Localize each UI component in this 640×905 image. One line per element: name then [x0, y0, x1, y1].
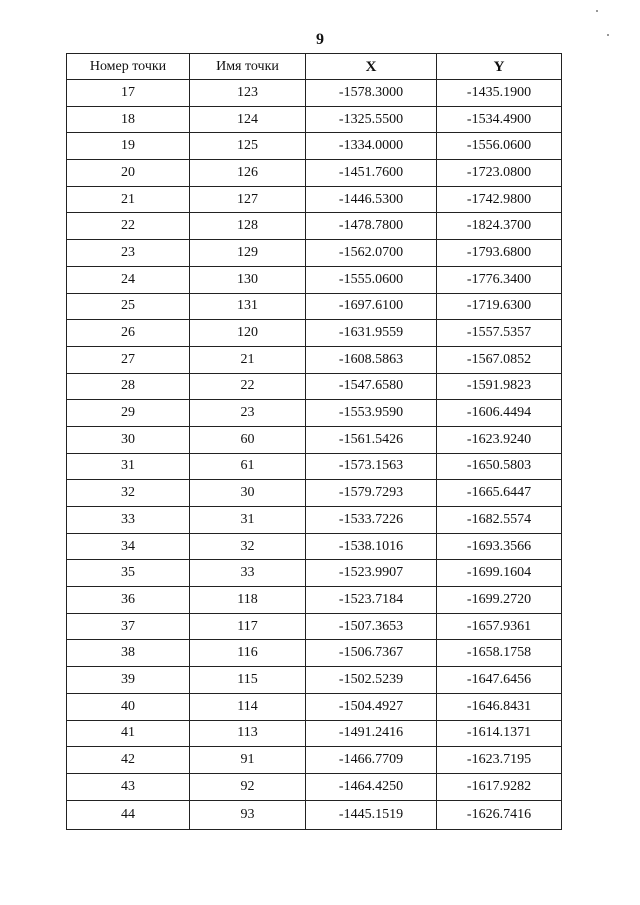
cell-point-number: 27: [67, 346, 190, 373]
table-header-row: [67, 54, 562, 80]
cell-x: -1451.7600: [306, 160, 437, 187]
cell-x: -1555.0600: [306, 266, 437, 293]
cell-x: -1608.5863: [306, 346, 437, 373]
cell-point-number: 29: [67, 400, 190, 427]
cell-y: -1682.5574: [437, 507, 562, 534]
cell-point-number: 19: [67, 133, 190, 160]
cell-point-number: 44: [67, 800, 190, 829]
cell-y: -1623.9240: [437, 426, 562, 453]
cell-point-number: 26: [67, 320, 190, 347]
cell-point-name: 93: [190, 800, 306, 829]
cell-point-name: 126: [190, 160, 306, 187]
cell-y: -1776.3400: [437, 266, 562, 293]
cell-point-name: 92: [190, 773, 306, 800]
cell-point-number: 39: [67, 667, 190, 694]
scan-speck-mark: [607, 34, 609, 36]
cell-y: -1626.7416: [437, 800, 562, 829]
table-row: [67, 373, 562, 400]
cell-x: -1507.3653: [306, 613, 437, 640]
table-row: [67, 213, 562, 240]
cell-point-number: 17: [67, 80, 190, 107]
cell-x: -1446.5300: [306, 186, 437, 213]
cell-x: -1502.5239: [306, 667, 437, 694]
cell-y: -1699.2720: [437, 587, 562, 614]
cell-point-number: 23: [67, 240, 190, 267]
cell-point-name: 124: [190, 106, 306, 133]
cell-point-name: 125: [190, 133, 306, 160]
table-row: [67, 693, 562, 720]
cell-point-name: 115: [190, 667, 306, 694]
cell-point-name: 130: [190, 266, 306, 293]
table-body: [67, 80, 562, 830]
cell-y: -1793.6800: [437, 240, 562, 267]
table-row: [67, 800, 562, 829]
cell-y: -1723.0800: [437, 160, 562, 187]
cell-point-number: 35: [67, 560, 190, 587]
cell-point-number: 25: [67, 293, 190, 320]
scan-speck-mark: [596, 10, 598, 12]
cell-point-name: 127: [190, 186, 306, 213]
cell-y: -1657.9361: [437, 613, 562, 640]
cell-x: -1573.1563: [306, 453, 437, 480]
cell-y: -1623.7195: [437, 747, 562, 774]
table-row: [67, 560, 562, 587]
cell-y: -1658.1758: [437, 640, 562, 667]
cell-point-number: 18: [67, 106, 190, 133]
table-row: [67, 747, 562, 774]
cell-x: -1579.7293: [306, 480, 437, 507]
cell-point-name: 131: [190, 293, 306, 320]
table-row: [67, 320, 562, 347]
cell-point-number: 24: [67, 266, 190, 293]
cell-point-name: 116: [190, 640, 306, 667]
cell-point-name: 61: [190, 453, 306, 480]
table-row: [67, 587, 562, 614]
cell-x: -1478.7800: [306, 213, 437, 240]
cell-y: -1719.6300: [437, 293, 562, 320]
cell-y: -1606.4494: [437, 400, 562, 427]
cell-y: -1534.4900: [437, 106, 562, 133]
table-row: [67, 346, 562, 373]
table-row: [67, 613, 562, 640]
table-row: [67, 186, 562, 213]
cell-point-name: 23: [190, 400, 306, 427]
cell-point-number: 28: [67, 373, 190, 400]
coordinates-table: [66, 53, 562, 830]
cell-y: -1646.8431: [437, 693, 562, 720]
cell-point-number: 21: [67, 186, 190, 213]
cell-point-name: 117: [190, 613, 306, 640]
cell-x: -1504.4927: [306, 693, 437, 720]
cell-point-number: 33: [67, 507, 190, 534]
cell-y: -1742.9800: [437, 186, 562, 213]
cell-y: -1650.5803: [437, 453, 562, 480]
cell-point-name: 60: [190, 426, 306, 453]
cell-y: -1435.1900: [437, 80, 562, 107]
cell-point-number: 41: [67, 720, 190, 747]
table-row: [67, 480, 562, 507]
cell-y: -1665.6447: [437, 480, 562, 507]
cell-point-name: 31: [190, 507, 306, 534]
cell-x: -1334.0000: [306, 133, 437, 160]
table-row: [67, 266, 562, 293]
cell-y: -1699.1604: [437, 560, 562, 587]
cell-point-name: 21: [190, 346, 306, 373]
table-row: [67, 240, 562, 267]
cell-y: -1614.1371: [437, 720, 562, 747]
cell-point-number: 30: [67, 426, 190, 453]
cell-point-number: 20: [67, 160, 190, 187]
cell-x: -1561.5426: [306, 426, 437, 453]
table-row: [67, 640, 562, 667]
cell-x: -1466.7709: [306, 747, 437, 774]
cell-y: -1567.0852: [437, 346, 562, 373]
cell-x: -1562.0700: [306, 240, 437, 267]
cell-point-number: 43: [67, 773, 190, 800]
cell-point-name: 32: [190, 533, 306, 560]
cell-y: -1647.6456: [437, 667, 562, 694]
cell-x: -1553.9590: [306, 400, 437, 427]
table-row: [67, 453, 562, 480]
cell-point-name: 114: [190, 693, 306, 720]
table-row: [67, 507, 562, 534]
cell-point-name: 113: [190, 720, 306, 747]
cell-x: -1538.1016: [306, 533, 437, 560]
table-row: [67, 426, 562, 453]
cell-point-name: 123: [190, 80, 306, 107]
cell-point-number: 38: [67, 640, 190, 667]
table-row: [67, 133, 562, 160]
cell-point-number: 36: [67, 587, 190, 614]
header-x: X: [306, 54, 437, 80]
cell-x: -1547.6580: [306, 373, 437, 400]
table-row: [67, 667, 562, 694]
cell-y: -1617.9282: [437, 773, 562, 800]
cell-x: -1523.7184: [306, 587, 437, 614]
cell-y: -1824.3700: [437, 213, 562, 240]
cell-y: -1591.9823: [437, 373, 562, 400]
cell-point-number: 42: [67, 747, 190, 774]
table-row: [67, 80, 562, 107]
table-row: [67, 160, 562, 187]
cell-x: -1631.9559: [306, 320, 437, 347]
cell-point-number: 40: [67, 693, 190, 720]
cell-y: -1556.0600: [437, 133, 562, 160]
cell-y: -1693.3566: [437, 533, 562, 560]
cell-x: -1578.3000: [306, 80, 437, 107]
cell-x: -1491.2416: [306, 720, 437, 747]
cell-x: -1445.1519: [306, 800, 437, 829]
cell-x: -1697.6100: [306, 293, 437, 320]
cell-x: -1533.7226: [306, 507, 437, 534]
cell-point-number: 34: [67, 533, 190, 560]
header-point-number: Номер точки: [67, 54, 190, 80]
cell-point-number: 22: [67, 213, 190, 240]
cell-point-name: 33: [190, 560, 306, 587]
cell-x: -1523.9907: [306, 560, 437, 587]
cell-y: -1557.5357: [437, 320, 562, 347]
cell-point-number: 31: [67, 453, 190, 480]
cell-point-name: 128: [190, 213, 306, 240]
page-number: 9: [316, 31, 324, 48]
cell-point-name: 22: [190, 373, 306, 400]
header-y: Y: [437, 54, 562, 80]
table-row: [67, 400, 562, 427]
table-row: [67, 533, 562, 560]
cell-point-number: 37: [67, 613, 190, 640]
table-row: [67, 720, 562, 747]
cell-x: -1325.5500: [306, 106, 437, 133]
cell-x: -1506.7367: [306, 640, 437, 667]
cell-point-name: 120: [190, 320, 306, 347]
cell-point-name: 30: [190, 480, 306, 507]
cell-point-number: 32: [67, 480, 190, 507]
cell-point-name: 118: [190, 587, 306, 614]
cell-x: -1464.4250: [306, 773, 437, 800]
table-row: [67, 773, 562, 800]
table-row: [67, 293, 562, 320]
cell-point-name: 129: [190, 240, 306, 267]
cell-point-name: 91: [190, 747, 306, 774]
table-row: [67, 106, 562, 133]
header-point-name: Имя точки: [190, 54, 306, 80]
